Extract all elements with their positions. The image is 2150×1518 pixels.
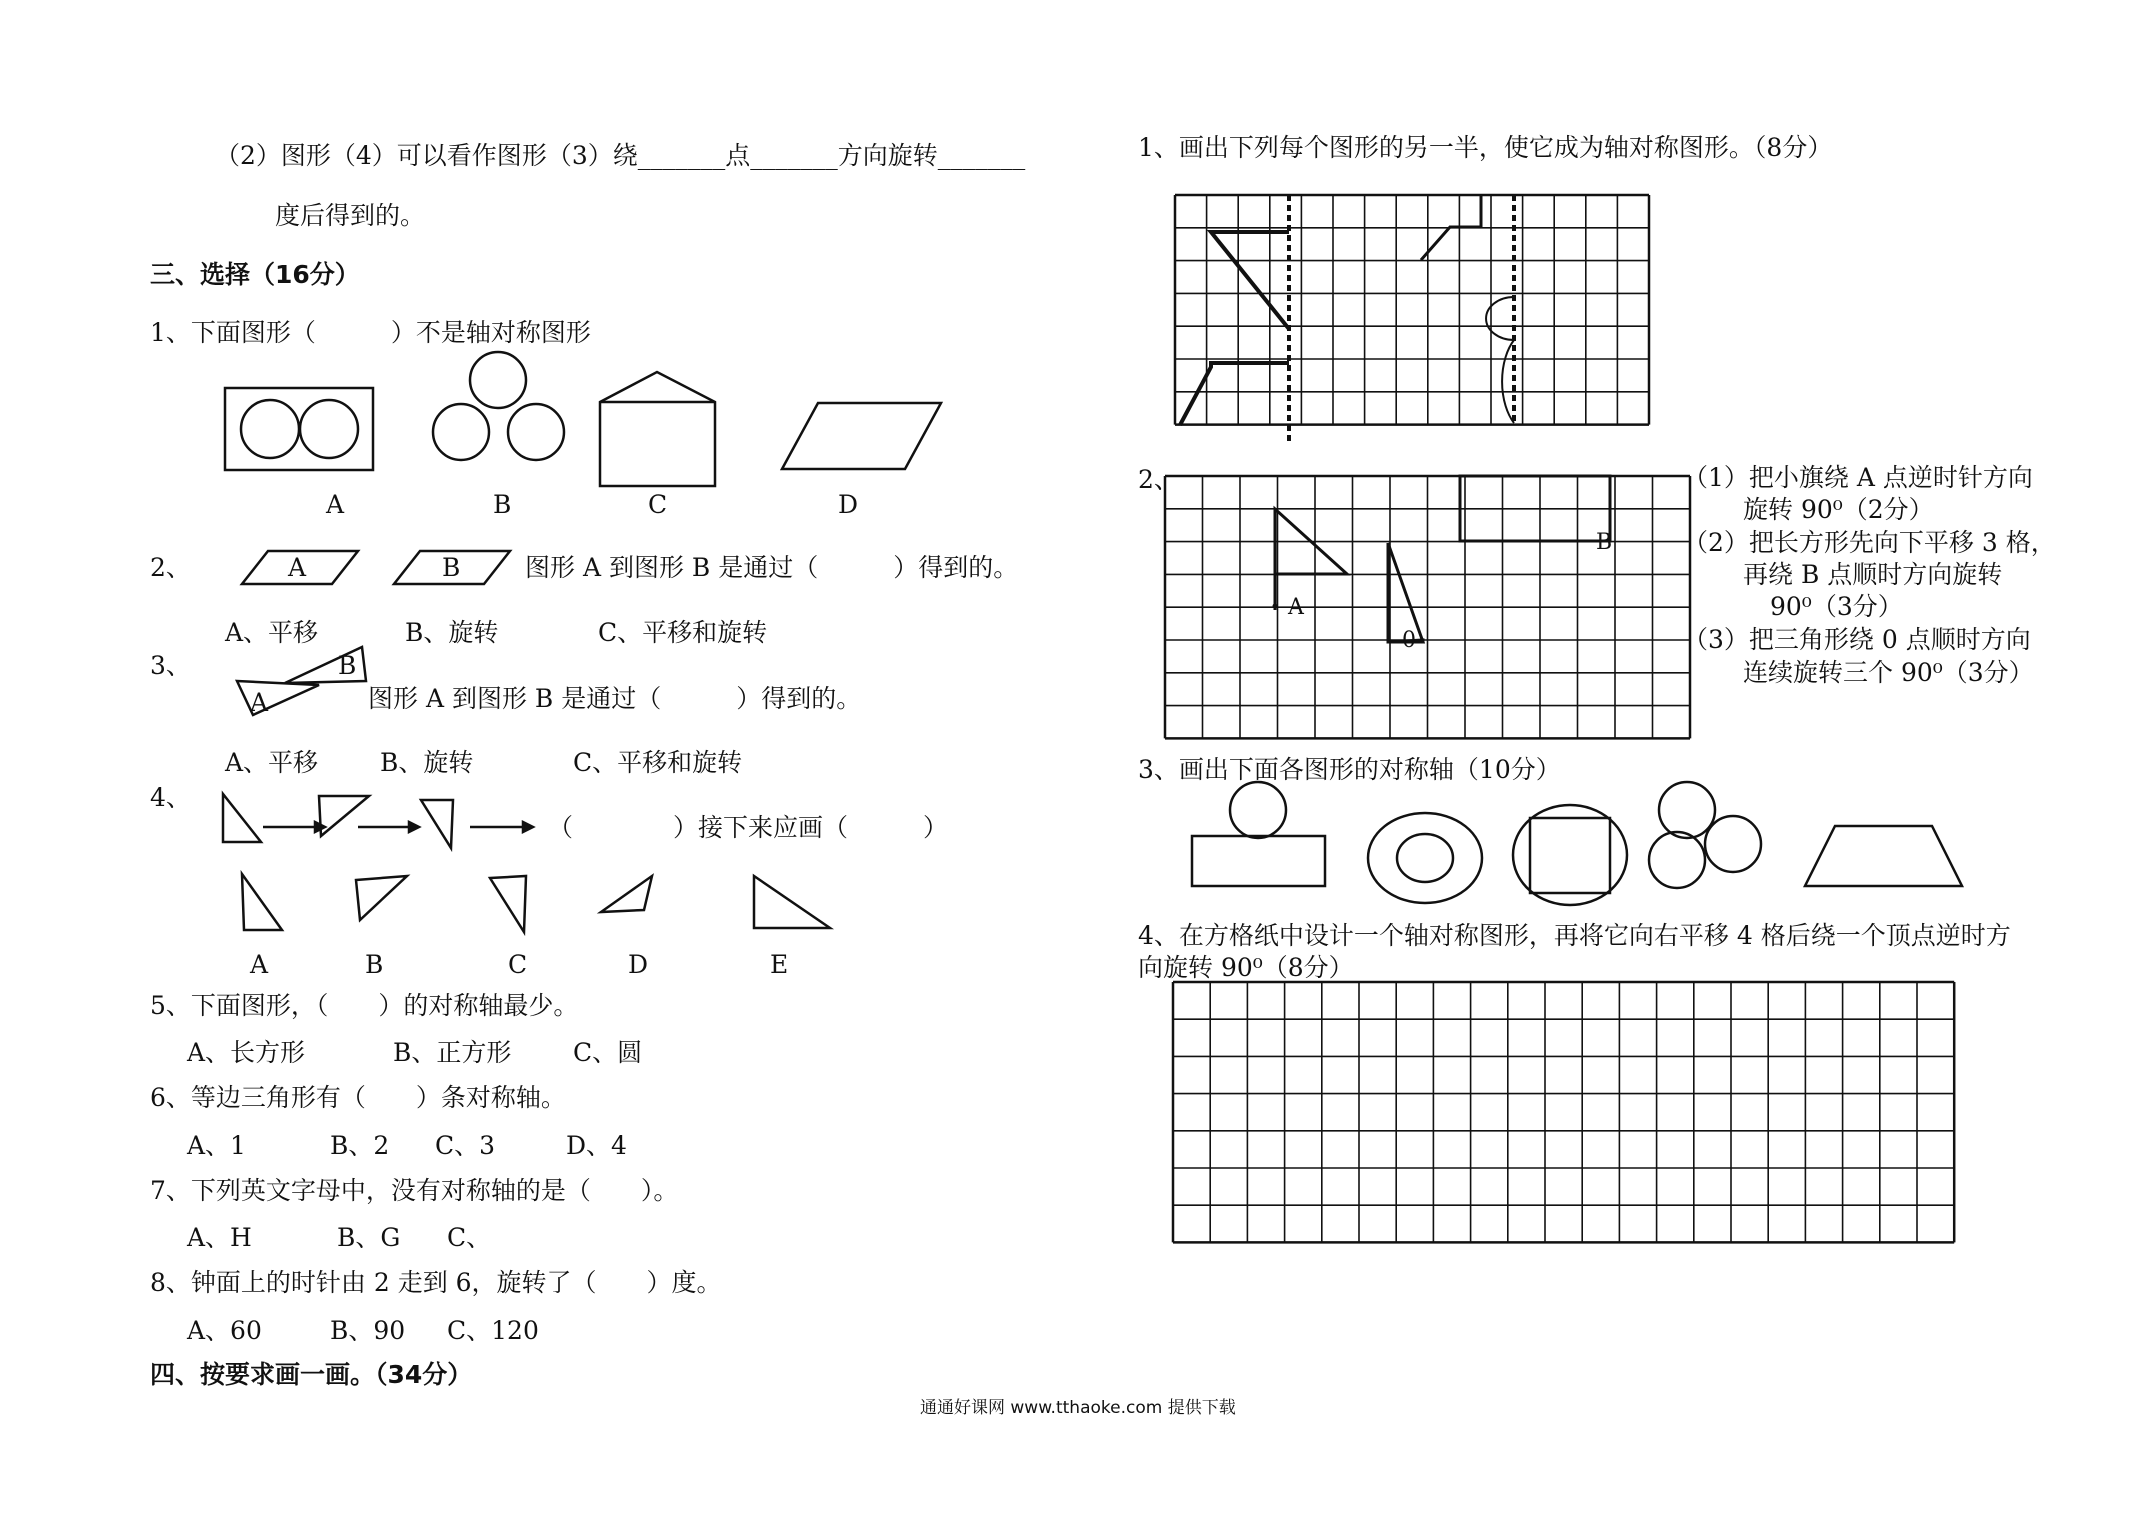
r2-point-a-label: A [1288,595,1304,620]
r3-shape-1-rect [1192,836,1325,886]
r3-shape-2-inner [1397,834,1453,882]
q6-option-a: A、1 [187,1131,246,1160]
q8-option-c: C、120 [447,1316,539,1345]
q7-text: 7、下列英文字母中，没有对称轴的是（ ）。 [150,1176,679,1205]
q1-label-a: A [326,490,345,519]
q2-shapes [240,548,510,588]
q8-option-a: A、60 [187,1316,262,1345]
q4-option-d-triangle [601,876,652,912]
section4-title: 四、按要求画一画。（34分） [150,1360,473,1389]
q1-label-d: D [838,490,859,519]
q8-text: 8、钟面上的时针由 2 走到 6，旋转了（ ）度。 [150,1268,722,1297]
r3-shape-1-circle [1230,782,1286,838]
r2-flag [1275,509,1347,610]
q1-shape-d [782,403,941,469]
q4-label-d: D [628,950,649,979]
q4-label-c: C [508,950,528,979]
q5-option-b: B、正方形 [393,1038,512,1067]
q4-option-c-triangle [490,876,526,932]
q4-number: 4、 [150,783,191,812]
r3-shape-4-top [1659,782,1715,838]
q2-shape-b-label: B [442,553,461,582]
q5-text: 5、下面图形，（ ）的对称轴最少。 [150,991,579,1020]
q1-shape-a-circle-right [300,400,358,458]
q4-seq-triangle-1 [223,794,261,842]
q1-figures [215,350,975,480]
r2-instr2-line3: 90⁰（3分） [1770,592,1903,621]
r2-point-a [1273,604,1278,609]
q7-option-b: B、G [337,1223,401,1252]
r3-shape-4-right [1705,816,1761,872]
r1-half-shape-1-top [1211,232,1289,329]
q3-shape-a-label: A [250,688,269,717]
q2-option-c: C、平移和旋转 [598,618,768,647]
q3-shape-b-label: B [338,651,357,680]
r2-number: 2、 [1138,465,1179,494]
r2-point-o-label: 0 [1402,628,1416,653]
q6-option-d: D、4 [566,1131,627,1160]
q2-part2-line1: （2）图形（4）可以看作图形（3）绕_______点_______方向旋转_______ [215,141,1026,170]
q4-seq-triangle-3 [421,800,453,848]
q7-option-c: C、 [447,1223,492,1252]
q2-option-a: A、平移 [225,618,319,647]
q4-label-b: B [365,950,384,979]
r1-grid-figure [1175,195,1675,445]
q3-number: 3、 [150,651,191,680]
r1-text: 1、画出下列每个图形的另一半，使它成为轴对称图形。（8分） [1138,133,1833,162]
q6-text: 6、等边三角形有（ ）条对称轴。 [150,1083,566,1112]
r2-point-b-label: B [1596,530,1613,555]
q1-shape-a-circle-left [241,400,299,458]
r3-shape-2-outer [1368,813,1482,903]
q3-text: 图形 A 到图形 B 是通过（ ）得到的。 [368,684,862,713]
q2-number: 2、 [150,553,191,582]
r2-instr3-line2: 连续旋转三个 90⁰（3分） [1743,658,2034,687]
q1-label-b: B [493,490,512,519]
r1-half-shape-1-bottom [1180,363,1289,425]
q1-label-c: C [648,490,668,519]
q7-option-a: A、H [187,1223,252,1252]
q6-option-c: C、3 [435,1131,496,1160]
q8-option-b: B、90 [330,1316,406,1345]
q4-text: （ ）接下来应画（ ） [548,813,949,842]
q2-shape-a-label: A [288,553,307,582]
r3-shapes [1185,780,2020,895]
q4-option-a-triangle [242,874,282,930]
r2-instr3-line1: （3）把三角形绕 0 点顺时方向 [1683,625,2031,654]
footer-text: 通通好课网 www.tthaoke.com 提供下载 [920,1398,1236,1418]
q2-option-b: B、旋转 [405,618,499,647]
r4-grid [1173,982,1973,1244]
q5-option-c: C、圆 [573,1038,643,1067]
q3-option-c: C、平移和旋转 [573,748,743,777]
r3-shape-5-trapezoid [1805,826,1962,886]
q4-label-e: E [770,950,789,979]
r2-instr2-line1: （2）把长方形先向下平移 3 格， [1683,528,2056,557]
q2-text: 图形 A 到图形 B 是通过（ ）得到的。 [525,553,1019,582]
q4-label-a: A [250,950,269,979]
q4-options [230,870,840,940]
r2-grid-figure [1165,476,1695,741]
r2-instr1-line2: 旋转 90⁰（2分） [1743,495,1934,524]
r3-shape-4-left [1649,832,1705,888]
q3-option-a: A、平移 [225,748,319,777]
q1-shape-b-right-circle [508,404,564,460]
r4-text-line1: 4、在方格纸中设计一个轴对称图形，再将它向右平移 4 格后绕一个顶点逆时方 [1138,921,2011,950]
q4-seq-triangle-2 [319,796,369,836]
q4-option-b-triangle [356,876,407,920]
q6-option-b: B、2 [330,1131,390,1160]
q1-shape-b-left-circle [433,404,489,460]
q4-sequence [215,790,545,850]
q3-option-b: B、旋转 [380,748,474,777]
r2-instr1-line1: （1）把小旗绕 A 点逆时针方向 [1683,463,2033,492]
q1-shape-c [600,372,715,486]
r4-text-line2: 向旋转 90⁰（8分） [1138,953,1354,982]
q4-option-e-triangle [754,876,830,928]
q1-shape-b-top-circle [470,352,526,408]
q2-part2-line2: 度后得到的。 [275,201,426,230]
q1-text: 1、下面图形（ ）不是轴对称图形 [150,318,591,347]
r2-instr2-line2: 再绕 B 点顺时方向旋转 [1743,560,2003,589]
section3-title: 三、选择（16分） [150,260,360,289]
r3-text: 3、画出下面各图形的对称轴（10分） [1138,755,1561,784]
q5-option-a: A、长方形 [187,1038,306,1067]
r3-shape-3-square [1530,818,1610,893]
